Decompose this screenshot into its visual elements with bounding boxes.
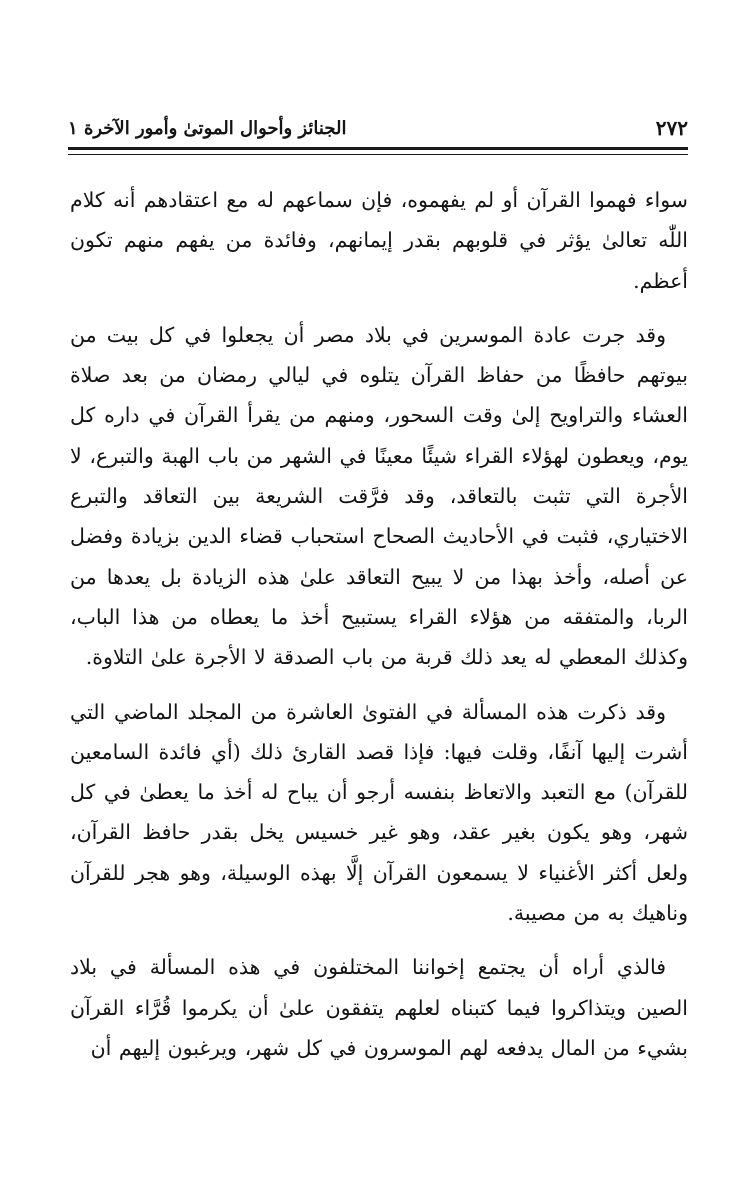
running-title: الجنائز وأحوال الموتىٰ وأمور الآخرة ١	[68, 118, 347, 139]
page-number: ٢٧٢	[655, 116, 688, 140]
paragraph-4: فالذي أراه أن يجتمع إخواننا المختلفون في هذه المسألة في بلاد الصين ويتذاكروا فيما كتبناه لعلهم يتفقون علىٰ أن يكرموا قُرَّاء القرآن بشيء من المال يدفعه لهم الموسرون في كل شهر، ويرغبون إليهم أن	[70, 955, 688, 1060]
paragraph-3: وقد ذكرت هذه المسألة في الفتوىٰ العاشرة من المجلد الماضي التي أشرت إليها آنفًا، وقلت فيها: فإذا قصد القارئ ذلك (أي فائدة السامعين للقرآن) مع التعبد والاتعاظ بنفسه أرجو أن يباح له أخذ ما يعطىٰ في كل شهر، وهو يكون بغير عقد، وهو غير خسيس يخل بقدر حافظ القرآن، ولعل أكثر الأغنياء لا يسمعون القرآن إلَّا بهذه الوسيلة، وهو هجر للقرآن وناهيك به من مصيبة.	[70, 699, 688, 926]
header-rule-thick	[68, 147, 688, 150]
page-header	[68, 112, 688, 152]
header-rule-thin	[68, 154, 688, 155]
body-text	[70, 180, 688, 1068]
paragraph-1: سواء فهموا القرآن أو لم يفهموه، فإن سماعهم له مع اعتقادهم أنه كلام اللّٰه تعالىٰ يؤثر في قلوبهم بقدر إيمانهم، وفائدة من يفهم منهم تكون أعظم.	[70, 188, 688, 293]
paragraph-2: وقد جرت عادة الموسرين في بلاد مصر أن يجعلوا في كل بيت من بيوتهم حافظًا من حفاظ القرآن يتلوه في ليالي رمضان من بعد صلاة العشاء والتراويح إلىٰ وقت السحور، ومنهم من يقرأ القرآن في داره كل يوم، ويعطون لهؤلاء القراء شيئًا معينًا في الشهر من باب الهبة والتبرع، لا الأجرة التي تثبت بالتعاقد، وقد فرَّقت الشريعة بين التعاقد والتبرع الاختياري، فثبت في الأحاديث الصحاح استحباب قضاء الدين بزيادة وفضل عن أصله، وأخذ بهذا من لا يبيح التعاقد علىٰ هذه الزيادة بل يعدها من الربا، والمتفقه من هؤلاء القراء يستبيح أخذ ما يعطاه من هذا الباب، وكذلك المعطي له يعد ذلك قربة من باب الصدقة لا الأجرة علىٰ التلاوة.	[70, 322, 688, 670]
